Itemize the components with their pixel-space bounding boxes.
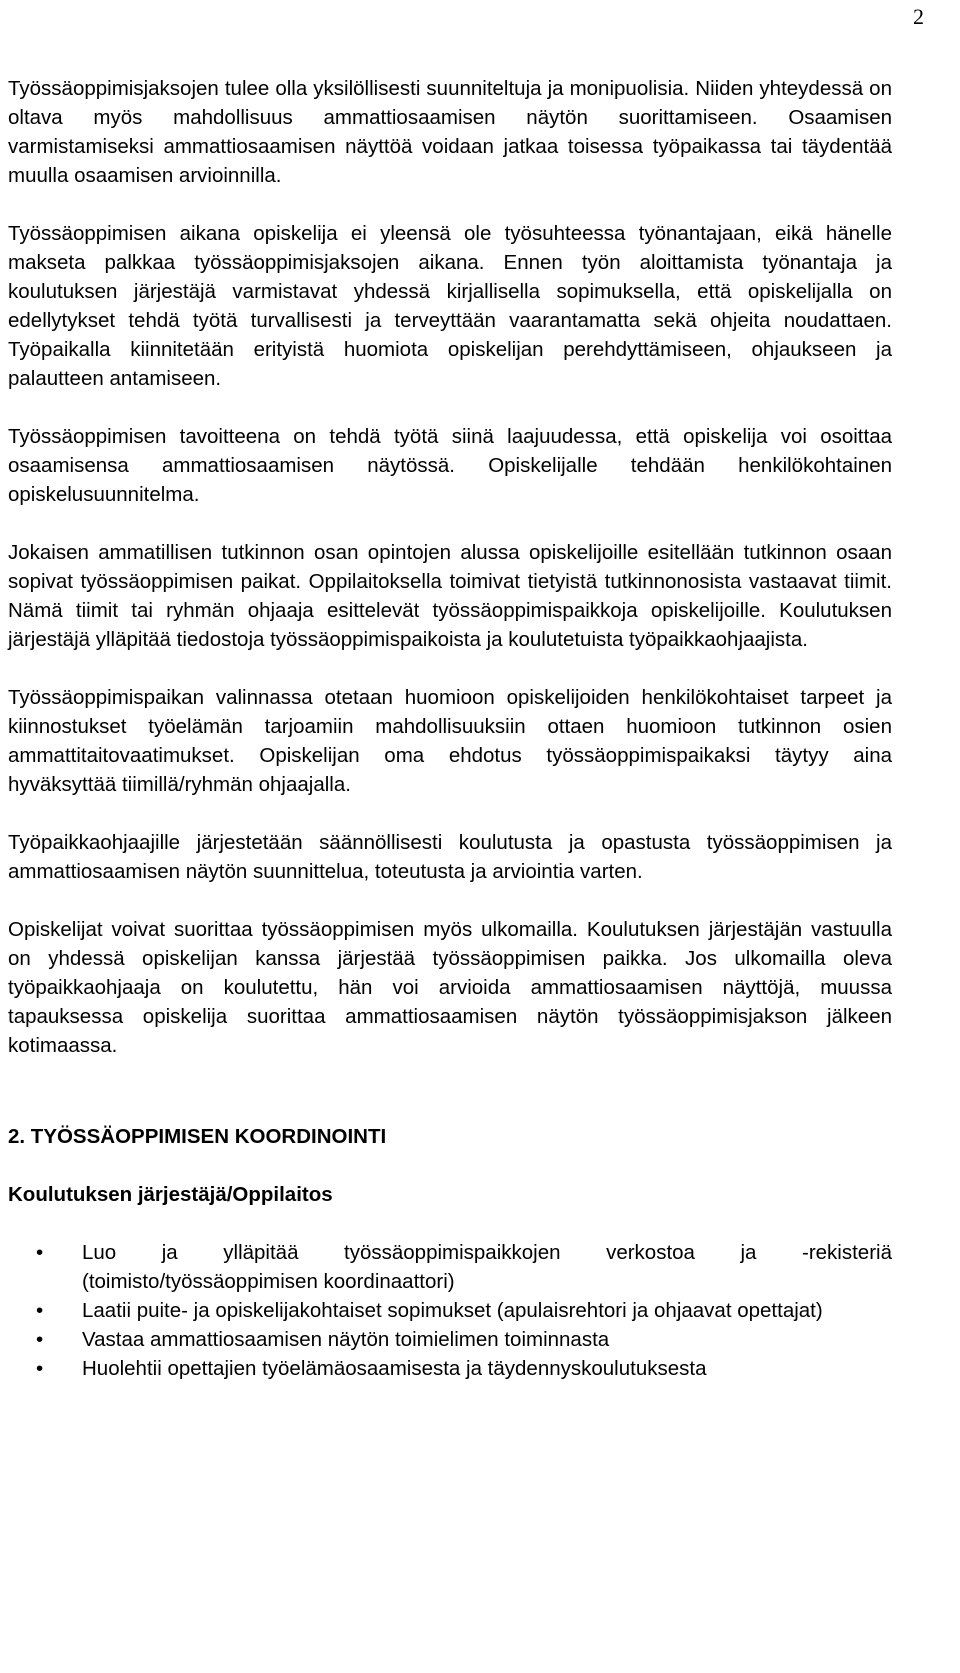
list-item	[8, 1296, 892, 1325]
paragraph-3: Työssäoppimisen tavoitteena on tehdä työtä siinä laajuudessa, että opiskelija voi osoittaa osaamisensa ammattiosaamisen näytössä. Opiskelijalle tehdään henkilökohtainen opiskelusuunnitelma.	[8, 425, 892, 506]
list-item	[8, 1238, 892, 1296]
bullet-icon: •	[36, 1357, 44, 1380]
list-item-text: Luo ja ylläpitää työssäoppimispaikkojen verkostoa ja -rekisteriä (toimisto/työssäoppimisen koordinaattori)	[82, 1241, 892, 1293]
bullet-icon: •	[36, 1241, 44, 1264]
page-number: 2	[913, 4, 924, 29]
paragraph-6: Työpaikkaohjaajille järjestetään säännöllisesti koulutusta ja opastusta työssäoppimisen ja ammattiosaamisen näytön suunnittelua, toteutusta ja arviointia varten.	[8, 831, 892, 883]
list-item-text: Huolehtii opettajien työelämäosaamisesta ja täydennyskoulutuksesta	[82, 1357, 707, 1380]
bullet-list	[8, 1238, 892, 1383]
paragraph-4: Jokaisen ammatillisen tutkinnon osan opintojen alussa opiskelijoille esitellään tutkinnon osaan sopivat työssäoppimisen paikat. Oppilaitoksella toimivat tietyistä tutkinnonosista vastaavat tiimit. Nämä tiimit tai ryhmän ohjaaja esittelevät työssäoppimispaikkoja opiskelijoille. Koulutuksen järjestäjä ylläpitää tiedostoja työssäoppimispaikoista ja koulutetuista työpaikkaohjaajista.	[8, 541, 892, 651]
paragraph-2: Työssäoppimisen aikana opiskelija ei yleensä ole työsuhteessa työnantajaan, eikä hänelle makseta palkkaa työssäoppimisjaksojen aikana. Ennen työn aloittamista työnantaja ja koulutuksen järjestäjä varmistavat yhdessä kirjallisella sopimuksella, että opiskelijalla on edellytykset tehdä työtä turvallisesti ja terveyttään vaarantamatta sekä ohjeita noudattaen. Työpaikalla kiinnitetään erityistä huomiota opiskelijan perehdyttämiseen, ohjaukseen ja palautteen antamiseen.	[8, 222, 892, 390]
document-body	[8, 74, 892, 1383]
list-item-text: Vastaa ammattiosaamisen näytön toimielimen toiminnasta	[82, 1328, 610, 1351]
section-heading: 2. TYÖSSÄOPPIMISEN KOORDINOINTI	[8, 1125, 387, 1148]
list-item-text: Laatii puite- ja opiskelijakohtaiset sopimukset (apulaisrehtori ja ohjaavat opettajat)	[82, 1299, 823, 1322]
paragraph-5: Työssäoppimispaikan valinnassa otetaan huomioon opiskelijoiden henkilökohtaiset tarpeet ja kiinnostukset työelämän tarjoamiin mahdollisuuksiin ottaen huomioon tutkinnon osien ammattitaitovaatimukset. Opiskelijan oma ehdotus työssäoppimispaikaksi täytyy aina hyväksyttää tiimillä/ryhmän ohjaajalla.	[8, 686, 892, 796]
bullet-icon: •	[36, 1328, 44, 1351]
sub-heading: Koulutuksen järjestäjä/Oppilaitos	[8, 1183, 333, 1206]
paragraph-7: Opiskelijat voivat suorittaa työssäoppimisen myös ulkomailla. Koulutuksen järjestäjän vastuulla on yhdessä opiskelijan kanssa järjestää työssäoppimisen paikka. Jos ulkomailla oleva työpaikkaohjaaja on koulutettu, hän voi arvioida ammattiosaamisen näyttöjä, muussa tapauksessa opiskelija suorittaa ammattiosaamisen näytön työssäoppimisjakson jälkeen kotimaassa.	[8, 918, 892, 1057]
paragraph-1: Työssäoppimisjaksojen tulee olla yksilöllisesti suunniteltuja ja monipuolisia. Niiden yhteydessä on oltava myös mahdollisuus ammattiosaamisen näytön suorittamiseen. Osaamisen varmistamiseksi ammattiosaamisen näyttöä voidaan jatkaa toisessa työpaikassa tai täydentää muulla osaamisen arvioinnilla.	[8, 77, 892, 187]
list-item	[8, 1325, 892, 1354]
list-item	[8, 1354, 892, 1383]
bullet-icon: •	[36, 1299, 44, 1322]
